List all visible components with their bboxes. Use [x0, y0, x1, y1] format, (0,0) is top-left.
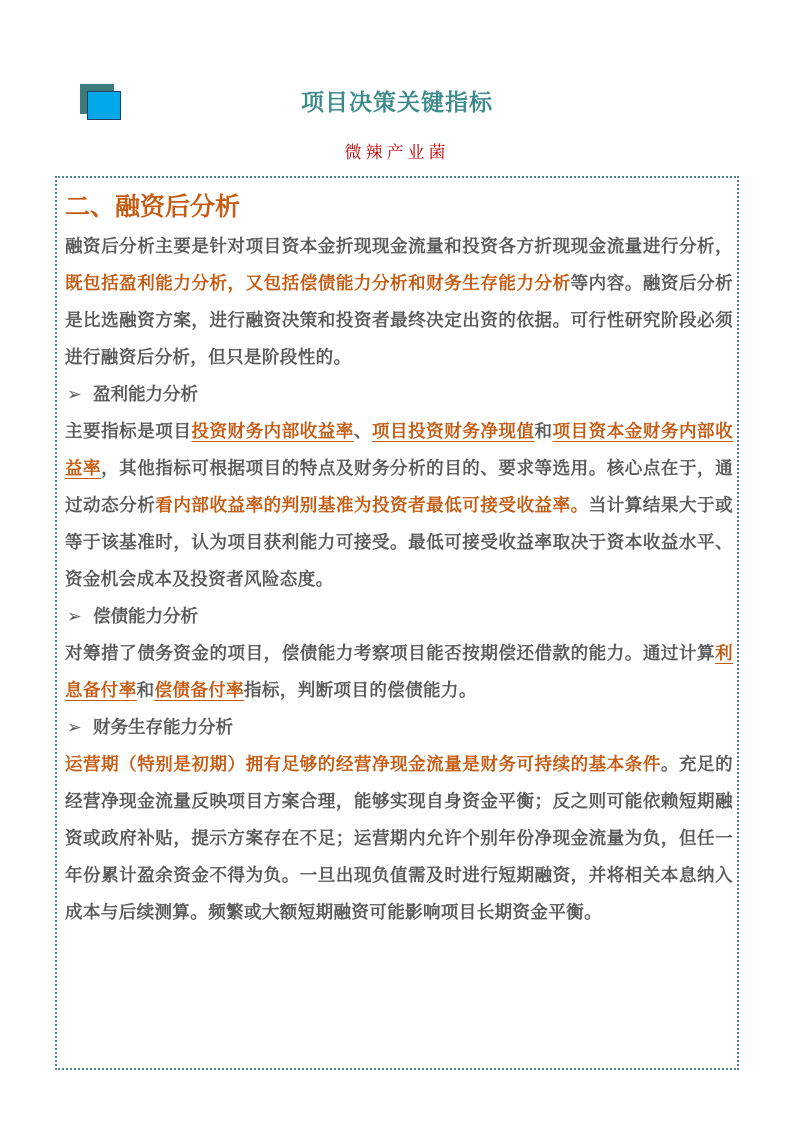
profit-bullet [65, 377, 733, 414]
profit-paragraph [65, 414, 733, 599]
intro-paragraph [65, 229, 733, 377]
solvency-bullet [65, 599, 733, 636]
profit-highlight: 看内部收益率的判别基准为投资者最低可接受收益率。 [155, 496, 589, 516]
solvency-title: 偿债能力分析 [93, 607, 198, 627]
solvency-paragraph [65, 636, 733, 710]
author-name: 微辣产业菌 [344, 143, 450, 163]
section-heading: 二、融资后分析 [65, 192, 241, 221]
profit-text-3: 和 [534, 422, 553, 442]
solvency-term-icr: 利息备付率 [65, 644, 733, 701]
intro-highlight: 既包括盈利能力分析，又包括偿债能力分析和财务生存能力分析 [65, 274, 571, 294]
profit-title: 盈利能力分析 [93, 385, 198, 405]
profit-text-2: 、 [353, 422, 372, 442]
arrow-bullet-icon: ➢ [67, 385, 82, 405]
survival-paragraph [65, 747, 733, 932]
profit-text-4: ，其他指标可根据项目的特点及财务分析的目的、要求等选用。核心点在于，通过动态分析 [65, 459, 733, 516]
survival-highlight: 运营期（特别是初期）拥有足够的经营净现金流量是财务可持续的基本条件 [65, 755, 661, 775]
profit-text-1: 主要指标是项目 [65, 422, 192, 442]
survival-title: 财务生存能力分析 [93, 718, 233, 738]
intro-text-1: 融资后分析主要是针对项目资本金折现现金流量和投资各方折现现金流量进行分析， [65, 237, 733, 257]
profit-text-5: 当计算结果大于或等于该基准时，认为项目获利能力可接受。最低可接受收益率取决于资本收益水平、资金机会成本及投资者风险态度。 [65, 496, 733, 590]
profit-term-firr: 投资财务内部收益率 [191, 422, 354, 442]
solvency-text-1: 对筹措了债务资金的项目，偿债能力考察项目能否按期偿还借款的能力。通过计算 [65, 644, 716, 664]
arrow-bullet-icon: ➢ [67, 718, 82, 738]
solvency-term-dscr: 偿债备付率 [154, 681, 245, 701]
solvency-text-2: 和 [136, 681, 155, 701]
intro-text-2: 等内容。融资后分析是比选融资方案，进行融资决策和投资者最终决定出资的依据。可行性研究阶段必须进行融资后分析，但只是阶段性的。 [65, 274, 733, 368]
page-title: 项目决策关键指标 [301, 90, 493, 116]
profit-term-equity-irr: 项目资本金财务内部收益率 [65, 422, 733, 479]
survival-text-1: 。充足的经营净现金流量反映项目方案合理，能够实现自身资金平衡；反之则可能依赖短期融资或政府补贴，提示方案存在不足；运营期内允许个别年份净现金流量为负，但任一年份累计盈余资金不得为负。一旦出现负值需及时进行短期融资，并将相关本息纳入成本与后续测算。频繁或大额短期融资可能影响项目长期资金平衡。 [65, 755, 733, 923]
content-body [65, 188, 733, 932]
solvency-text-3: 指标，判断项目的偿债能力。 [244, 681, 477, 701]
profit-term-fnpv: 项目投资财务净现值 [371, 422, 535, 442]
survival-bullet [65, 710, 733, 747]
arrow-bullet-icon: ➢ [67, 607, 82, 627]
